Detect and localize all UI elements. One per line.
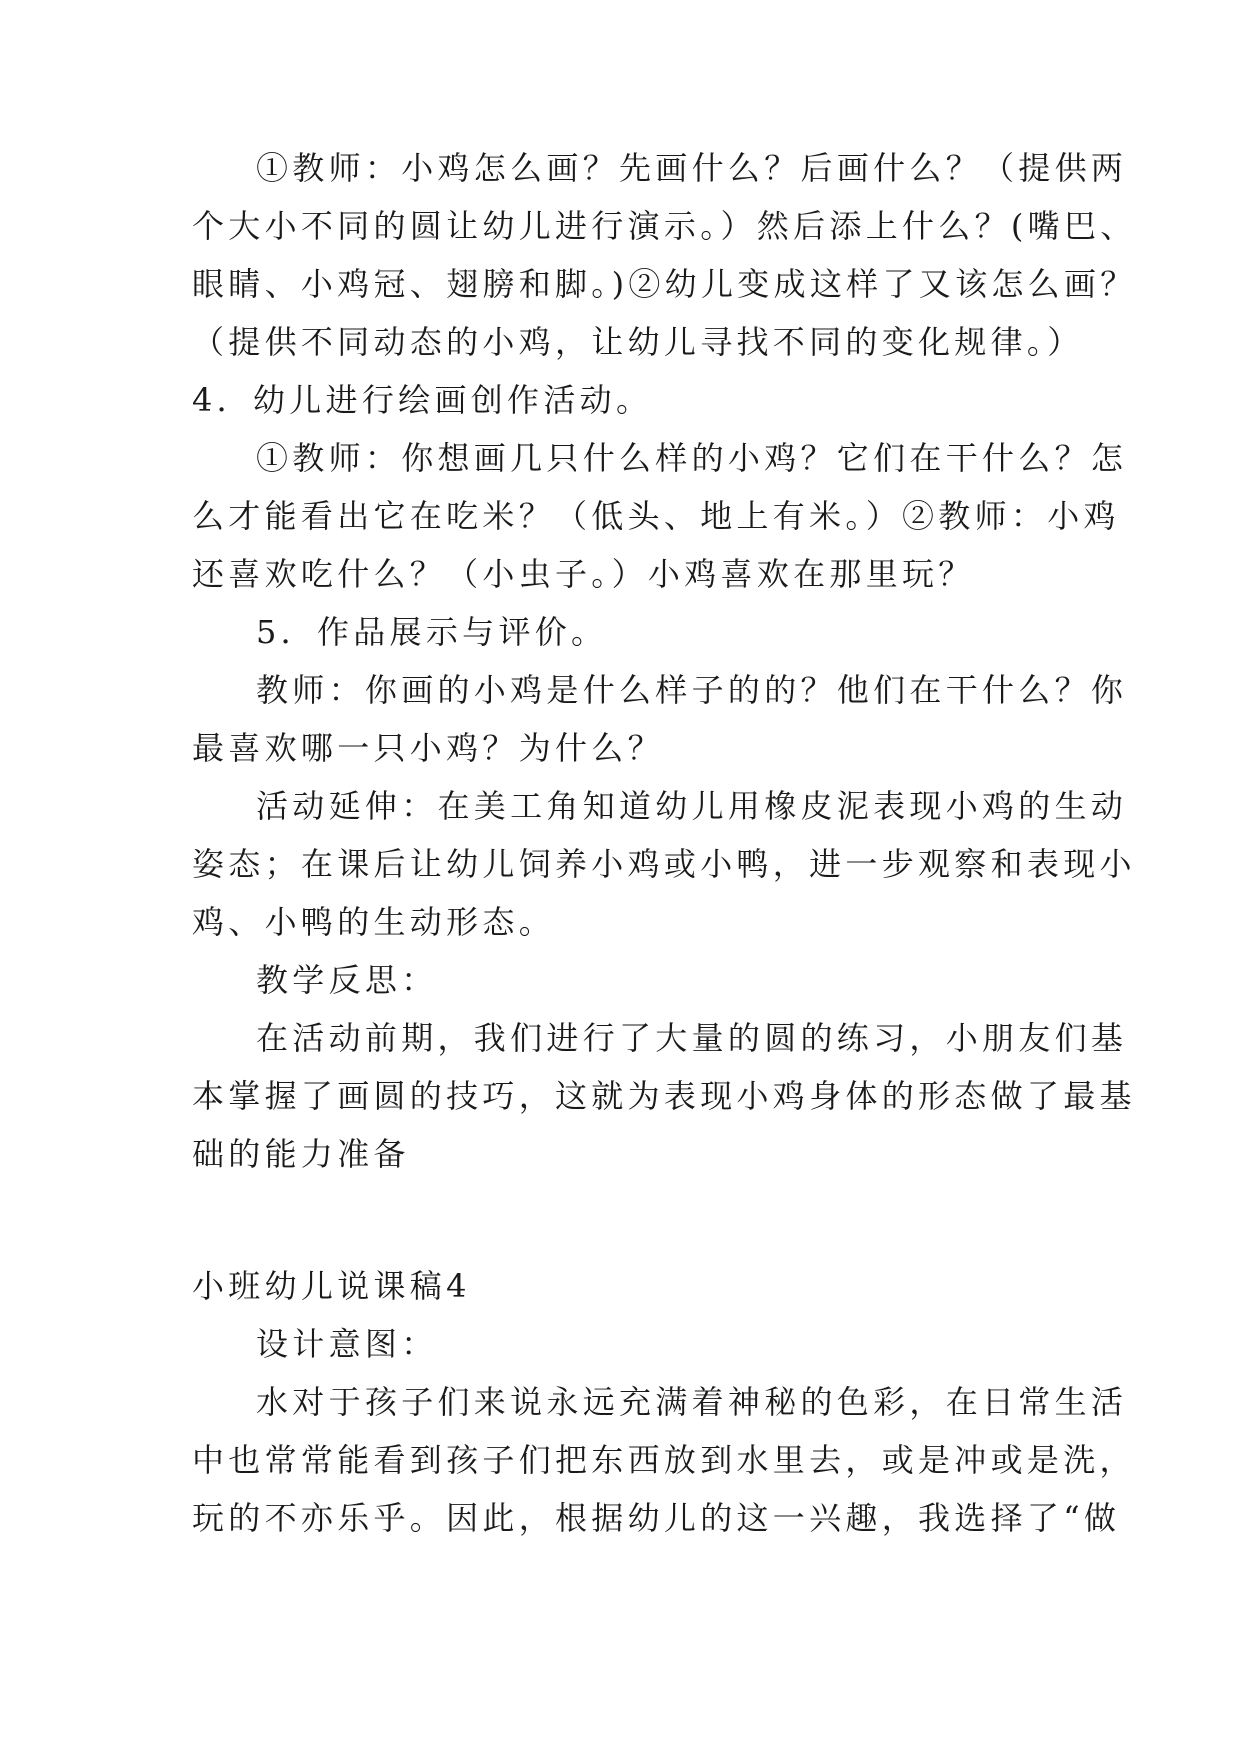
text-line: 教学反思： xyxy=(256,961,438,999)
text-line: 活动延伸：在美工角知道幼儿用橡皮泥表现小鸡的生动 xyxy=(256,787,1128,825)
text-line: 鸡、小鸭的生动形态。 xyxy=(192,903,556,941)
text-line: ①教师：小鸡怎么画？先画什么？后画什么？（提供两 xyxy=(256,149,1128,187)
text-line: 还喜欢吃什么？（小虫子。）小鸡喜欢在那里玩？ xyxy=(192,555,975,593)
text-line: 水对于孩子们来说永远充满着神秘的色彩，在日常生活 xyxy=(256,1383,1128,1421)
text-line: ①教师：你想画几只什么样的小鸡？它们在干什么？怎 xyxy=(256,439,1128,477)
text-line: 个大小不同的圆让幼儿进行演示。）然后添上什么？(嘴巴、 xyxy=(192,207,1137,245)
text-line: （提供不同动态的小鸡，让幼儿寻找不同的变化规律。） xyxy=(192,323,1084,361)
text-line: 教师：你画的小鸡是什么样子的的？他们在干什么？你 xyxy=(256,671,1128,709)
text-line: 姿态；在课后让幼儿饲养小鸡或小鸭，进一步观察和表现小 xyxy=(192,845,1136,883)
text-line: 最喜欢哪一只小鸡？为什么？ xyxy=(192,729,664,767)
text-line: 5．作品展示与评价。 xyxy=(256,613,608,651)
section-heading: 小班幼儿说课稿4 xyxy=(192,1267,471,1305)
text-line: 4．幼儿进行绘画创作活动。 xyxy=(192,381,653,419)
text-line: 设计意图： xyxy=(256,1325,438,1363)
text-line: 本掌握了画圆的技巧，这就为表现小鸡身体的形态做了最基 xyxy=(192,1077,1136,1115)
text-line: 础的能力准备 xyxy=(192,1135,410,1173)
text-line: 玩的不亦乐乎。因此，根据幼儿的这一兴趣，我选择了“做 xyxy=(192,1499,1121,1537)
text-line: 中也常常能看到孩子们把东西放到水里去，或是冲或是洗， xyxy=(192,1441,1136,1479)
text-line: 么才能看出它在吃米？（低头、地上有米。）②教师：小鸡 xyxy=(192,497,1120,535)
text-line: 眼睛、小鸡冠、翅膀和脚。)②幼儿变成这样了又该怎么画？ xyxy=(192,265,1137,303)
text-line: 在活动前期，我们进行了大量的圆的练习，小朋友们基 xyxy=(256,1019,1128,1057)
